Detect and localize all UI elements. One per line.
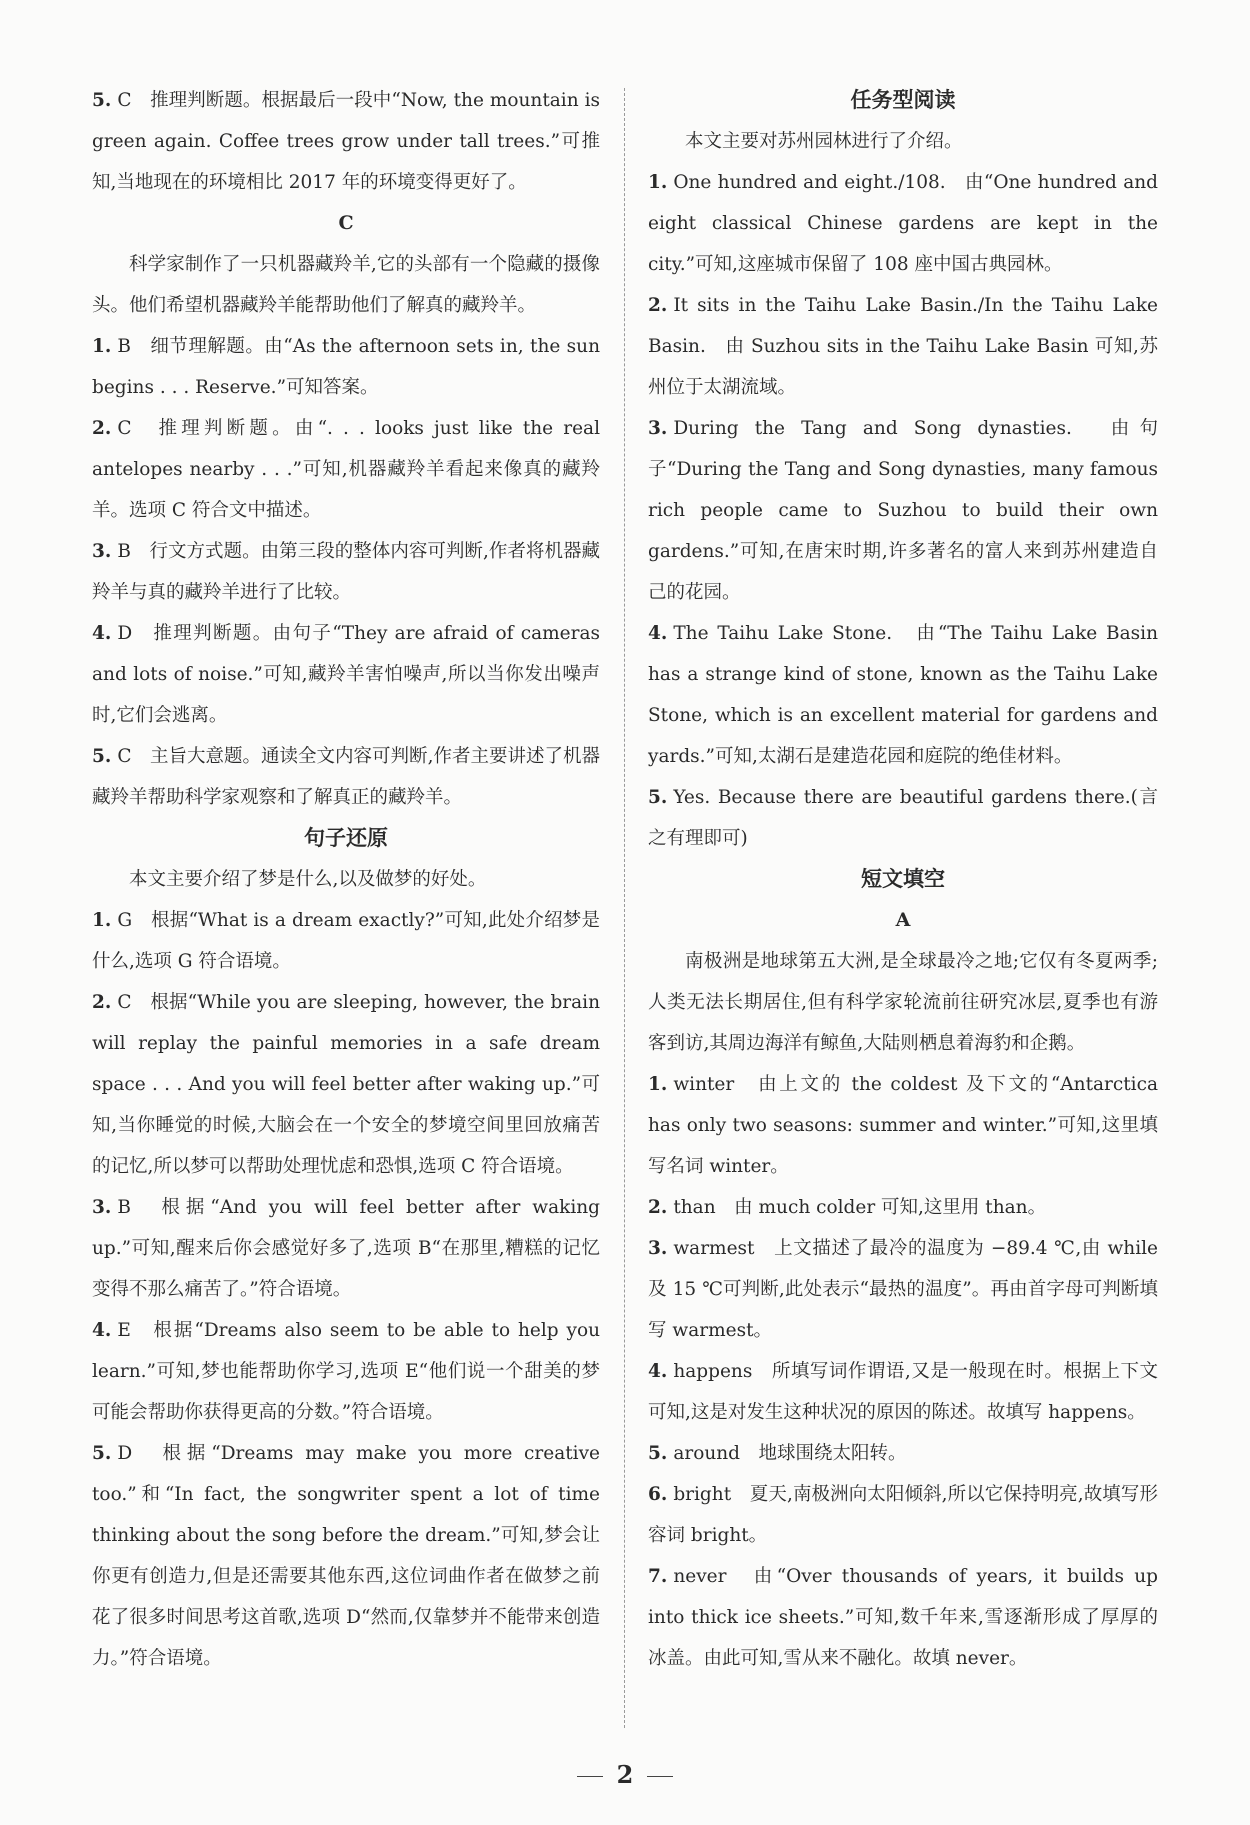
answer-item xyxy=(648,1187,1158,1228)
answer-item xyxy=(648,1556,1158,1679)
footer-dash-right xyxy=(647,1776,673,1777)
item-number: 4. xyxy=(648,623,668,644)
summary-paragraph: 南极洲是地球第五大洲,是全球最冷之地;它仅有冬夏两季;人类无法长期居住,但有科学家轮流前往研究冰层,夏季也有游客到访,其周边海洋有鲸鱼,大陆则栖息着海豹和企鹅。 xyxy=(648,951,1158,1054)
item-number: 3. xyxy=(648,1238,668,1259)
answer-item xyxy=(92,613,600,736)
item-text: B 细节理解题。由“As the afternoon sets in, the sun begins . . . Reserve.”可知答案。 xyxy=(92,336,600,398)
item-text: C 推理判断题。根据最后一段中“Now, the mountain is green again. Coffee trees grow under tall trees.”可推知,当地现在的环境相比 2017 年的环境变得更好了。 xyxy=(92,90,600,193)
summary-paragraph: 科学家制作了一只机器藏羚羊,它的头部有一个隐藏的摄像头。他们希望机器藏羚羊能帮助他们了解真的藏羚羊。 xyxy=(92,254,600,316)
item-number: 3. xyxy=(648,418,668,439)
answer-item xyxy=(648,1228,1158,1351)
item-text: C 根据“While you are sleeping, however, the brain will replay the painful memories in a safe dream space . . . And you will feel better after waking up.”可知,当你睡觉的时候,大脑会在一个安全的梦境空间里回放痛苦的记忆,所以梦可以帮助处理忧虑和恐惧,选项 C 符合语境。 xyxy=(92,992,600,1177)
answer-item xyxy=(92,1187,600,1310)
item-text: B 行文方式题。由第三段的整体内容可判断,作者将机器藏羚羊与真的藏羚羊进行了比较。 xyxy=(92,541,600,603)
answer-item xyxy=(92,1433,600,1679)
page-number: 2 xyxy=(616,1760,634,1789)
item-text: E 根据“Dreams also seem to be able to help you learn.”可知,梦也能帮助你学习,选项 E“他们说一个甜美的梦可能会帮助你获得更高的分数。”符合语境。 xyxy=(92,1320,600,1423)
item-text: never 由“Over thousands of years, it builds up into thick ice sheets.”可知,数千年来,雪逐渐形成了厚厚的冰盖。由此可知,雪从来不融化。故填 never。 xyxy=(648,1566,1158,1669)
answer-item xyxy=(648,1433,1158,1474)
item-number: 2. xyxy=(648,1197,668,1218)
item-number: 1. xyxy=(648,1074,668,1095)
answer-item xyxy=(648,1064,1158,1187)
item-text: winter 由上文的 the coldest 及下文的“Antarctica has only two seasons: summer and winter.”可知,这里填写名词 winter。 xyxy=(648,1074,1158,1177)
item-number: 5. xyxy=(92,746,112,767)
item-number: 5. xyxy=(92,1443,112,1464)
answer-item xyxy=(648,162,1158,285)
item-text: happens 所填写词作谓语,又是一般现在时。根据上下文可知,这是对发生这种状况的原因的陈述。故填写 happens。 xyxy=(648,1361,1158,1423)
answer-item xyxy=(92,80,600,203)
subsection-heading: C xyxy=(338,212,354,234)
item-text: It sits in the Taihu Lake Basin./In the Taihu Lake Basin. 由 Suzhou sits in the Taihu Lake Basin 可知,苏州位于太湖流域。 xyxy=(648,295,1158,398)
answer-item xyxy=(648,285,1158,408)
summary-paragraph: 本文主要对苏州园林进行了介绍。 xyxy=(685,131,963,152)
item-number: 2. xyxy=(92,418,112,439)
answer-item xyxy=(92,408,600,531)
item-number: 1. xyxy=(92,910,112,931)
answer-item xyxy=(92,326,600,408)
page-footer xyxy=(0,1760,1250,1789)
item-number: 5. xyxy=(92,90,112,111)
section-heading: 短文填空 xyxy=(861,867,945,891)
item-number: 5. xyxy=(648,1443,668,1464)
item-text: Yes. Because there are beautiful gardens there.(言之有理即可) xyxy=(648,787,1158,849)
item-text: warmest 上文描述了最冷的温度为 −89.4 ℃,由 while 及 15 ℃可判断,此处表示“最热的温度”。再由首字母可判断填写 warmest。 xyxy=(648,1238,1158,1341)
item-number: 4. xyxy=(648,1361,668,1382)
item-number: 3. xyxy=(92,1197,112,1218)
summary-paragraph: 本文主要介绍了梦是什么,以及做梦的好处。 xyxy=(129,869,487,890)
section-heading: 句子还原 xyxy=(304,826,388,850)
item-text: D 根据“Dreams may make you more creative too.”和“In fact, the songwriter spent a lot of time thinking about the song before the dream.”可知,梦会让你更有创造力,但是还需要其他东西,这位词曲作者在做梦之前花了很多时间思考这首歌,选项 D“然而,仅靠梦并不能带来创造力。”符合语境。 xyxy=(92,1443,600,1669)
item-number: 4. xyxy=(92,623,112,644)
answer-item xyxy=(648,1351,1158,1433)
section-heading: 任务型阅读 xyxy=(850,88,956,112)
item-number: 3. xyxy=(92,541,112,562)
answer-item xyxy=(92,982,600,1187)
answer-item xyxy=(648,777,1158,859)
item-number: 5. xyxy=(648,787,668,808)
right-column xyxy=(648,80,1158,1679)
left-column xyxy=(92,80,600,1679)
item-text: During the Tang and Song dynasties. 由句子“During the Tang and Song dynasties, many famous rich people came to Suzhou to build their own gardens.”可知,在唐宋时期,许多著名的富人来到苏州建造自己的花园。 xyxy=(648,418,1158,603)
item-number: 6. xyxy=(648,1484,668,1505)
item-number: 2. xyxy=(92,992,112,1013)
item-text: D 推理判断题。由句子“They are afraid of cameras and lots of noise.”可知,藏羚羊害怕噪声,所以当你发出噪声时,它们会逃离。 xyxy=(92,623,600,726)
item-text: around 地球围绕太阳转。 xyxy=(673,1443,907,1464)
answer-item xyxy=(648,1474,1158,1556)
item-text: than 由 much colder 可知,这里用 than。 xyxy=(673,1197,1047,1218)
answer-item xyxy=(648,408,1158,613)
subsection-heading: A xyxy=(895,909,911,931)
answer-item xyxy=(92,1310,600,1433)
answer-item xyxy=(92,736,600,818)
item-text: One hundred and eight./108. 由“One hundred and eight classical Chinese gardens are kept in the city.”可知,这座城市保留了 108 座中国古典园林。 xyxy=(648,172,1158,275)
item-text: C 推理判断题。由“. . . looks just like the real antelopes nearby . . .”可知,机器藏羚羊看起来像真的藏羚羊。选项 C 符合文中描述。 xyxy=(92,418,600,521)
item-number: 1. xyxy=(92,336,112,357)
item-text: G 根据“What is a dream exactly?”可知,此处介绍梦是什么,选项 G 符合语境。 xyxy=(92,910,600,972)
item-number: 2. xyxy=(648,295,668,316)
answer-item xyxy=(92,531,600,613)
column-divider xyxy=(624,88,625,1728)
item-text: B 根据“And you will feel better after waking up.”可知,醒来后你会感觉好多了,选项 B“在那里,糟糕的记忆变得不那么痛苦了。”符合语境。 xyxy=(92,1197,600,1300)
answer-item xyxy=(648,613,1158,777)
item-number: 4. xyxy=(92,1320,112,1341)
footer-dash-left xyxy=(577,1776,603,1777)
item-number: 7. xyxy=(648,1566,668,1587)
item-number: 1. xyxy=(648,172,668,193)
item-text: C 主旨大意题。通读全文内容可判断,作者主要讲述了机器藏羚羊帮助科学家观察和了解真正的藏羚羊。 xyxy=(92,746,600,808)
item-text: bright 夏天,南极洲向太阳倾斜,所以它保持明亮,故填写形容词 bright。 xyxy=(648,1484,1158,1546)
item-text: The Taihu Lake Stone. 由“The Taihu Lake Basin has a strange kind of stone, known as the Taihu Lake Stone, which is an excellent material for gardens and yards.”可知,太湖石是建造花园和庭院的绝佳材料。 xyxy=(648,623,1158,767)
answer-item xyxy=(92,900,600,982)
